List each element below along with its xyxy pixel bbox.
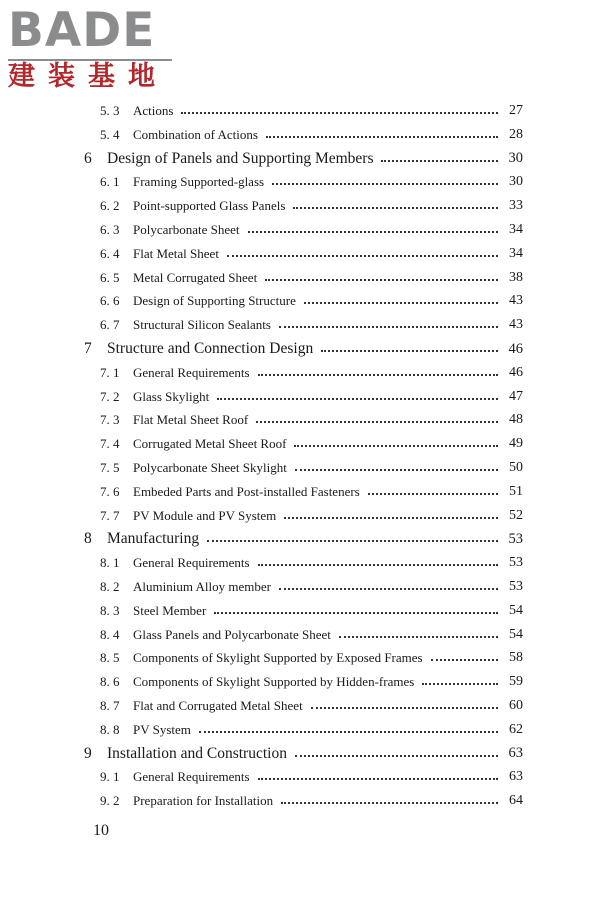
toc-entry-page: 49 — [509, 436, 523, 452]
toc-entry-page: 58 — [509, 650, 523, 666]
toc-leader-dots — [422, 683, 498, 685]
toc-leader-dots — [295, 469, 498, 471]
toc-entry-page: 53 — [509, 579, 523, 594]
toc-entry-number: 7. 6 — [100, 483, 120, 499]
toc-entry-page: 63 — [508, 745, 523, 762]
toc-entry-number: 7 — [84, 340, 92, 357]
toc-section-entry — [0, 409, 600, 431]
toc-entry-number: 7. 7 — [100, 507, 120, 523]
toc-entry-title: Components of Skylight Supported by Hidden-frames — [133, 674, 415, 690]
toc-entry-title: Actions — [133, 103, 174, 118]
toc-entry-page: 59 — [509, 674, 523, 690]
toc-entry-number: 6. 7 — [100, 317, 120, 333]
toc-leader-dots — [248, 231, 498, 233]
toc-entry-title: Structural Silicon Sealants — [133, 317, 271, 333]
toc-entry-page: 34 — [509, 245, 523, 261]
toc-section-entry — [0, 124, 600, 146]
toc-section-entry — [0, 100, 600, 122]
toc-entry-title: Structure and Connection Design — [107, 340, 314, 357]
toc-leader-dots — [294, 445, 498, 447]
toc-leader-dots — [321, 350, 498, 352]
toc-entry-title: Flat and Corrugated Metal Sheet — [133, 698, 303, 713]
toc-entry-page: 60 — [509, 698, 523, 713]
toc-leader-dots — [381, 160, 498, 162]
toc-entry-title: Embeded Parts and Post-installed Fasteners — [133, 483, 360, 499]
toc-entry-title: Polycarbonate Sheet — [133, 222, 240, 237]
toc-section-entry — [0, 314, 600, 336]
toc-entry-page: 63 — [509, 769, 523, 785]
toc-section-entry — [0, 481, 600, 503]
toc-entry-title: Aluminium Alloy member — [133, 579, 271, 594]
toc-entry-page: 38 — [509, 269, 523, 285]
toc-chapter-entry — [0, 148, 600, 170]
toc-leader-dots — [311, 707, 498, 709]
toc-entry-number: 6. 6 — [100, 293, 120, 309]
toc-entry-number: 8 — [84, 530, 92, 548]
toc-leader-dots — [281, 802, 498, 804]
toc-entry-page: 27 — [509, 103, 523, 118]
toc-entry-page: 47 — [509, 388, 523, 404]
toc-leader-dots — [258, 374, 498, 376]
toc-entry-page: 62 — [509, 721, 523, 737]
toc-entry-page: 52 — [509, 507, 523, 523]
toc-entry-page: 51 — [509, 483, 523, 499]
toc-section-entry — [0, 624, 600, 646]
toc-section-entry — [0, 433, 600, 455]
toc-entry-number: 6. 3 — [100, 222, 120, 237]
toc-section-entry — [0, 600, 600, 622]
toc-entry-title: Preparation for Installation — [133, 793, 274, 809]
toc-leader-dots — [207, 540, 498, 542]
toc-section-entry — [0, 386, 600, 408]
toc-leader-dots — [214, 612, 498, 614]
toc-leader-dots — [258, 564, 498, 566]
toc-entry-page: 33 — [509, 198, 523, 214]
toc-entry-number: 6. 1 — [100, 174, 120, 190]
toc-entry-title: Flat Metal Sheet — [133, 245, 219, 261]
toc-entry-page: 30 — [509, 174, 523, 190]
toc-leader-dots — [217, 398, 498, 400]
toc-entry-page: 50 — [509, 460, 523, 475]
toc-entry-number: 8. 2 — [100, 579, 120, 594]
toc-entry-number: 6. 2 — [100, 198, 120, 214]
toc-entry-number: 7. 1 — [100, 364, 120, 380]
toc-section-entry — [0, 695, 600, 717]
toc-entry-title: Flat Metal Sheet Roof — [133, 412, 249, 428]
toc-leader-dots — [279, 326, 498, 328]
toc-leader-dots — [431, 659, 498, 661]
toc-leader-dots — [227, 255, 498, 257]
toc-entry-page: 43 — [509, 317, 523, 333]
toc-entry-page: 53 — [509, 555, 523, 571]
toc-entry-number: 7. 3 — [100, 412, 120, 428]
toc-entry-number: 8. 3 — [100, 602, 120, 618]
toc-section-entry — [0, 219, 600, 241]
toc-entry-title: Manufacturing — [107, 530, 200, 548]
toc-entry-page: 54 — [509, 602, 523, 618]
toc-entry-number: 6. 4 — [100, 245, 120, 261]
toc-entry-page: 53 — [508, 530, 523, 547]
toc-entry-number: 9 — [84, 744, 92, 762]
toc-entry-page: 34 — [509, 222, 523, 237]
toc-entry-page: 28 — [509, 126, 523, 142]
toc-entry-page: 46 — [508, 340, 523, 357]
toc-section-entry — [0, 267, 600, 289]
toc-section-entry — [0, 195, 600, 217]
toc-leader-dots — [199, 731, 498, 733]
toc-section-entry — [0, 290, 600, 312]
toc-entry-number: 9. 2 — [100, 793, 120, 809]
toc-entry-number: 6. 5 — [100, 269, 120, 285]
toc-section-entry — [0, 457, 600, 479]
toc-leader-dots — [272, 183, 498, 185]
toc-section-entry — [0, 505, 600, 527]
toc-entry-title: Design of Supporting Structure — [133, 293, 296, 309]
toc-section-entry — [0, 576, 600, 598]
toc-entry-number: 8. 7 — [100, 698, 120, 713]
toc-leader-dots — [368, 493, 498, 495]
toc-entry-title: PV System — [133, 721, 191, 737]
toc-entry-number: 7. 5 — [100, 460, 120, 475]
toc-leader-dots — [339, 636, 498, 638]
toc-entry-title: General Requirements — [133, 364, 250, 380]
toc-entry-number: 5. 4 — [100, 126, 120, 142]
toc-leader-dots — [279, 588, 498, 590]
toc-section-entry — [0, 790, 600, 812]
toc-entry-number: 7. 4 — [100, 436, 120, 452]
toc-entry-number: 8. 4 — [100, 626, 120, 642]
toc-entry-page: 43 — [509, 293, 523, 309]
toc-section-entry — [0, 671, 600, 693]
toc-leader-dots — [304, 302, 498, 304]
toc-leader-dots — [258, 778, 498, 780]
toc-entry-title: Components of Skylight Supported by Exposed Frames — [133, 650, 423, 666]
toc-entry-number: 8. 6 — [100, 674, 120, 690]
toc-section-entry — [0, 552, 600, 574]
toc-entry-title: Corrugated Metal Sheet Roof — [133, 436, 287, 452]
toc-entry-number: 6 — [84, 149, 92, 167]
toc-entry-number: 5. 3 — [100, 103, 120, 118]
toc-section-entry — [0, 171, 600, 193]
toc-entry-title: Steel Member — [133, 602, 207, 618]
toc-entry-number: 8. 5 — [100, 650, 120, 666]
toc-leader-dots — [295, 755, 498, 757]
page-number: 10 — [93, 822, 109, 839]
toc-entry-title: Point-supported Glass Panels — [133, 198, 286, 214]
toc-entry-number: 8. 1 — [100, 555, 120, 571]
toc-entry-title: General Requirements — [133, 769, 250, 785]
toc-leader-dots — [181, 112, 498, 114]
toc-chapter-entry — [0, 528, 600, 550]
toc-entry-title: Glass Panels and Polycarbonate Sheet — [133, 626, 331, 642]
toc-entry-title: PV Module and PV System — [133, 507, 277, 523]
toc-entry-title: General Requirements — [133, 555, 250, 571]
toc-entry-title: Framing Supported-glass — [133, 174, 265, 190]
toc-entry-number: 8. 8 — [100, 721, 120, 737]
toc-entry-page: 48 — [509, 412, 523, 428]
toc-entry-number: 7. 2 — [100, 388, 120, 404]
toc-entry-page: 46 — [509, 364, 523, 380]
toc-entry-page: 54 — [509, 626, 523, 642]
toc-chapter-entry — [0, 338, 600, 360]
toc-leader-dots — [266, 136, 498, 138]
toc-section-entry — [0, 766, 600, 788]
toc-section-entry — [0, 243, 600, 265]
toc-leader-dots — [293, 207, 498, 209]
toc-leader-dots — [265, 279, 498, 281]
toc-entry-page: 30 — [508, 150, 523, 167]
toc-entry-number: 9. 1 — [100, 769, 120, 785]
toc-leader-dots — [284, 517, 498, 519]
toc-section-entry — [0, 719, 600, 741]
toc-section-entry — [0, 362, 600, 384]
toc-leader-dots — [256, 421, 498, 423]
toc-entry-title: Design of Panels and Supporting Members — [107, 149, 374, 167]
toc-entry-title: Combination of Actions — [133, 126, 258, 142]
toc-section-entry — [0, 647, 600, 669]
toc-entry-title: Polycarbonate Sheet Skylight — [133, 460, 287, 475]
logo-wordmark: BADE — [8, 3, 156, 58]
logo-chinese-wordmark: 建装基地 — [8, 61, 168, 92]
toc-entry-page: 64 — [509, 793, 523, 809]
toc-entry-title: Installation and Construction — [107, 744, 287, 762]
toc-entry-title: Metal Corrugated Sheet — [133, 269, 258, 285]
toc-chapter-entry — [0, 743, 600, 765]
toc-entry-title: Glass Skylight — [133, 388, 210, 404]
